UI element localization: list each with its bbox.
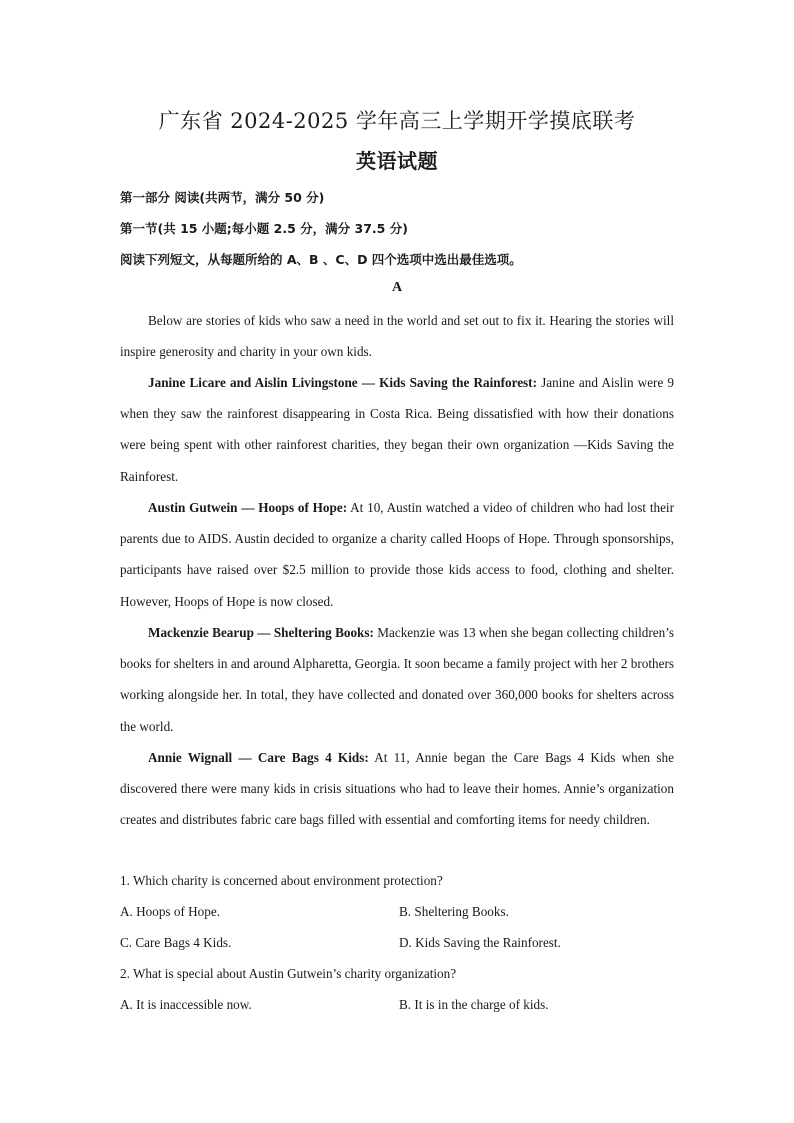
- exam-subtitle: 英语试题: [356, 149, 438, 173]
- passage-label: A: [391, 280, 403, 295]
- story-heading: Annie Wignall — Care Bags 4 Kids:: [148, 750, 369, 765]
- option-b: B. Sheltering Books.: [399, 904, 509, 919]
- story-body: Mackenzie was 13 when she began collecting children’s books for shelters in and around Alpharetta, Georgia. It soon became a family project with her 2 brothers working alongside her. In total, they have collected and donated over 360,000 books for shelters across the world.: [120, 625, 674, 734]
- story-heading: Austin Gutwein — Hoops of Hope:: [148, 500, 348, 515]
- story-paragraph: [120, 742, 674, 836]
- story-body: At 11, Annie began the Care Bags 4 Kids when she discovered there were many kids in crisis situations who had to leave their homes. Annie’s organization creates and distributes fabric care bags filled with essential and comforting items for needy children.: [120, 750, 674, 828]
- option-a: A. It is inaccessible now.: [120, 997, 252, 1012]
- option-d: D. Kids Saving the Rainforest.: [399, 935, 561, 950]
- question-stem: 2. What is special about Austin Gutwein’s charity organization?: [120, 966, 457, 981]
- instruction-text: 阅读下列短文，从每题所给的 A、B 、C、D 四个选项中选出最佳选项。: [120, 252, 522, 267]
- story-paragraph: [120, 367, 674, 492]
- story-paragraph: [120, 617, 674, 742]
- question-stem: 1. Which charity is concerned about environment protection?: [120, 873, 443, 888]
- story-heading: Janine Licare and Aislin Livingstone — Kids Saving the Rainforest:: [148, 375, 537, 390]
- option-c: C. Care Bags 4 Kids.: [120, 935, 232, 950]
- story-body: At 10, Austin watched a video of children who had lost their parents due to AIDS. Austin decided to organize a charity called Hoops of Hope. Through sponsorships, participants have raised over $2.5 million to provide those kids access to food, clothing and shelter. However, Hoops of Hope is now closed.: [120, 500, 674, 609]
- option-a: A. Hoops of Hope.: [120, 904, 220, 919]
- story-paragraph: [120, 492, 674, 617]
- part-heading: 第一部分 阅读(共两节，满分 50 分): [120, 190, 325, 205]
- section-heading: 第一节(共 15 小题;每小题 2.5 分，满分 37.5 分): [120, 221, 408, 236]
- option-b: B. It is in the charge of kids.: [399, 997, 549, 1012]
- story-body: Janine and Aislin were 9 when they saw the rainforest disappearing in Costa Rica. Being dissatisfied with how their donations were being spent with other rainforest charities, they began their own organization —Kids Saving the Rainforest.: [120, 375, 675, 484]
- intro-paragraph: Below are stories of kids who saw a need in the world and set out to fix it. Hearing the stories will inspire generosity and charity in your own kids.: [120, 313, 674, 360]
- exam-title: 广东省 2024-2025 学年高三上学期开学摸底联考: [158, 109, 636, 133]
- story-heading: Mackenzie Bearup — Sheltering Books:: [148, 625, 374, 640]
